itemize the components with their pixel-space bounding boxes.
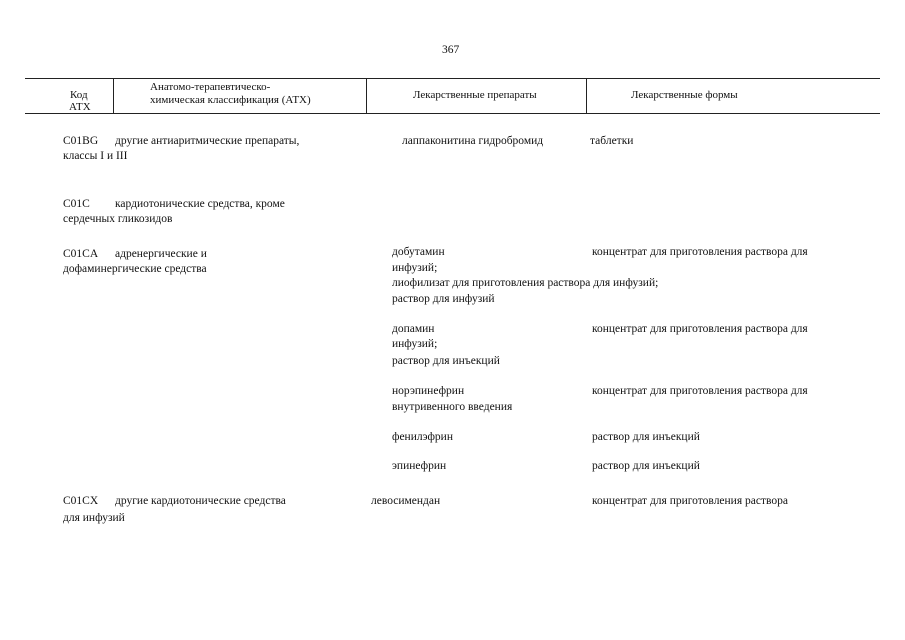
dosage-form: лиофилизат для приготовления раствора для инфузий; [392,277,659,289]
classification-text: другие антиаритмические препараты, [115,135,300,147]
dosage-form: раствор для инъекций [392,355,500,367]
dosage-form: концентрат для приготовления раствора для [592,385,808,397]
header-divider [366,78,367,113]
dosage-form: раствор для инфузий [392,293,495,305]
classification-text: адренергические и [115,248,207,260]
dosage-form: инфузий; [392,338,438,350]
atc-code: C01CX [63,495,99,507]
classification-text: сердечных гликозидов [63,213,173,225]
atc-code: C01BG [63,135,99,147]
classification-text: кардиотонические средства, кроме [115,198,285,210]
header-code-line1: Код [70,89,88,101]
dosage-form: таблетки [590,135,634,147]
dosage-form: раствор для инъекций [592,460,700,472]
header-classification-line1: Анатомо-терапевтическо- [150,81,271,93]
drug-name: фенилэфрин [392,431,453,443]
dosage-form: концентрат для приготовления раствора [592,495,788,507]
header-classification-line2: химическая классификация (АТХ) [150,94,311,106]
dosage-form: инфузий; [392,262,438,274]
dosage-form: концентрат для приготовления раствора для [592,246,808,258]
drug-name: лаппаконитина гидробромид [402,135,544,147]
dosage-form: раствор для инъекций [592,431,700,443]
drug-name: левосимендан [371,495,441,507]
atc-code: C01C [63,198,90,210]
header-top-rule [25,78,880,79]
dosage-form: концентрат для приготовления раствора для [592,323,808,335]
classification-text: дофаминергические средства [63,263,207,275]
header-bottom-rule [25,113,880,114]
drug-name: норэпинефрин [392,385,465,397]
dosage-form: для инфузий [63,512,125,524]
drug-name: эпинефрин [392,460,447,472]
atc-code: C01CA [63,248,99,260]
header-divider [113,78,114,113]
header-forms: Лекарственные формы [631,89,738,101]
classification-text: другие кардиотонические средства [115,495,286,507]
drug-name: добутамин [392,246,445,258]
drug-name: допамин [392,323,435,335]
dosage-form: внутривенного введения [392,401,513,413]
header-divider [586,78,587,113]
classification-text: классы I и III [63,150,128,162]
page-number: 367 [442,44,460,56]
header-drugs: Лекарственные препараты [413,89,537,101]
header-code-line2: АТХ [69,101,91,113]
